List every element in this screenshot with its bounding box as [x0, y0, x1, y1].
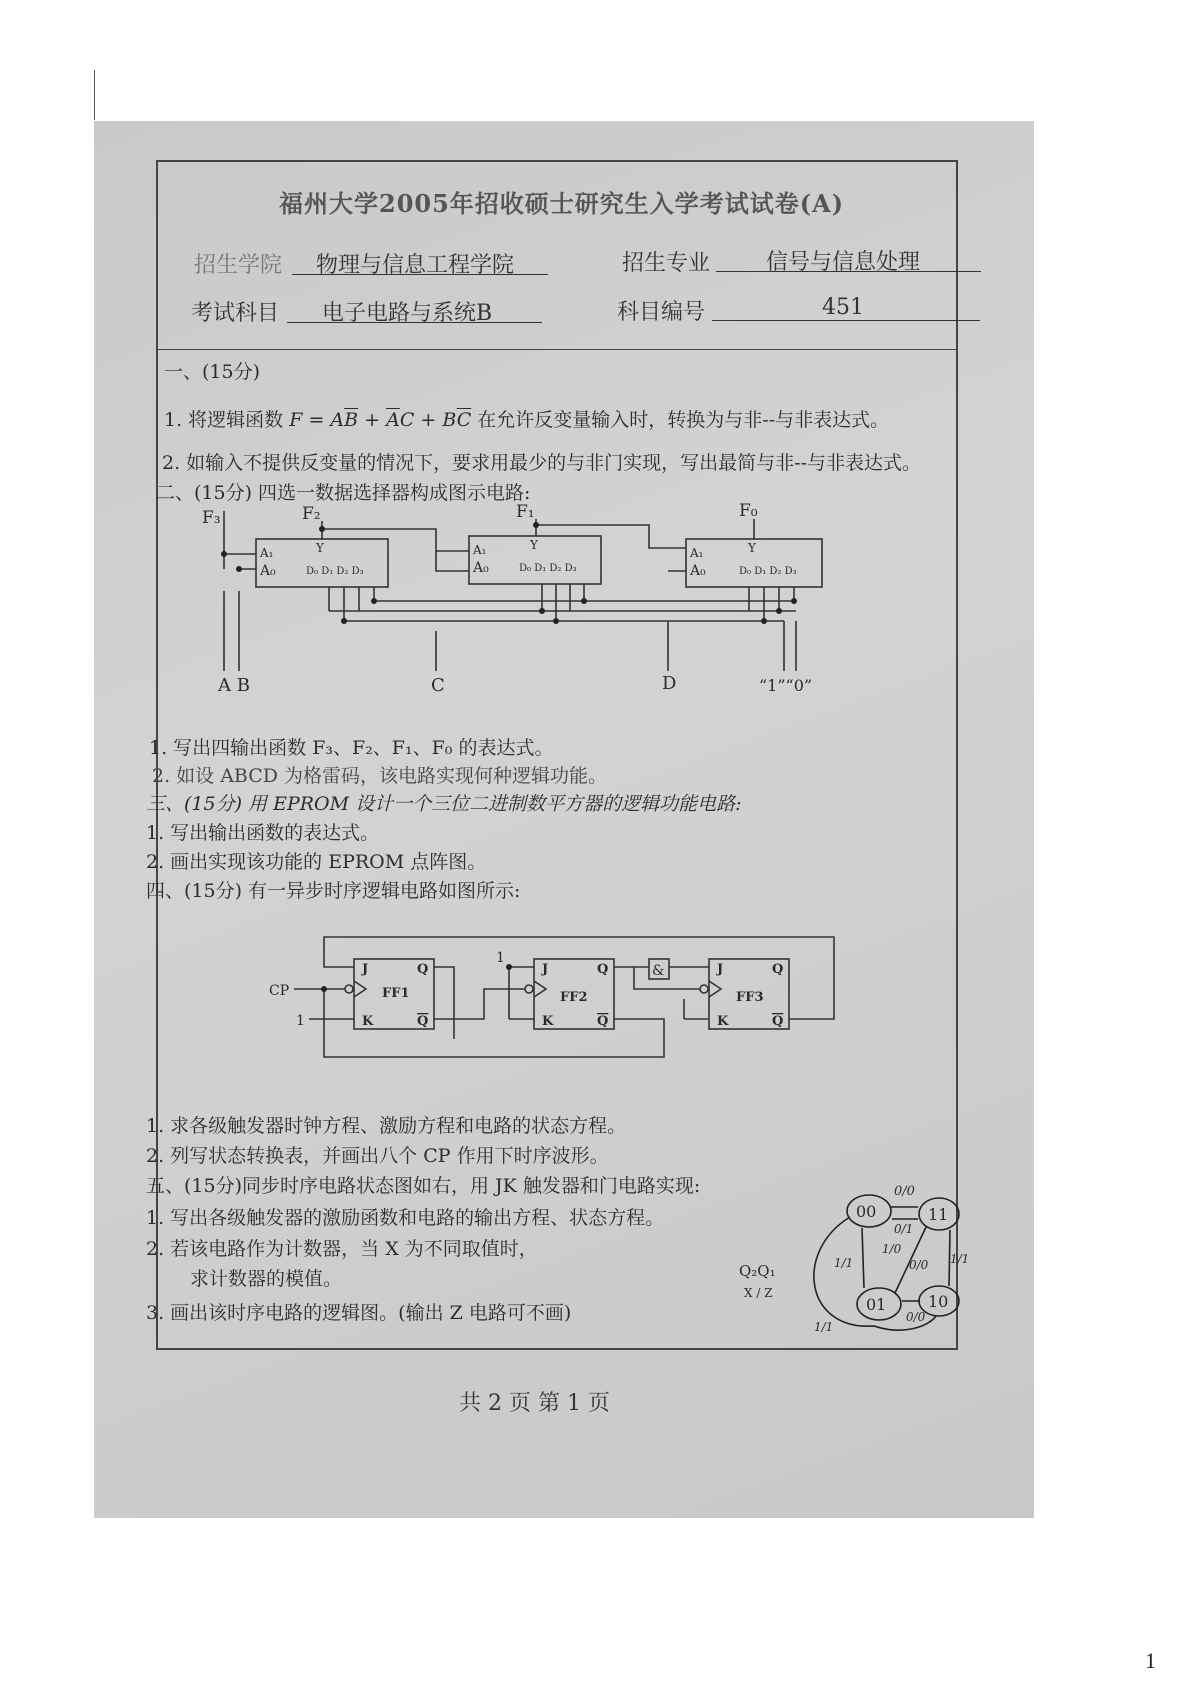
mux3-d: D₀ D₁ D₂ D₃	[739, 566, 797, 577]
mux1-a1: A₁	[260, 546, 274, 560]
major-value: 信号与信息处理	[766, 250, 921, 275]
college-label: 招生学院	[194, 253, 283, 278]
ff2-q: Q	[597, 962, 609, 977]
q3-item1: 1. 写出输出函数的表达式。	[146, 822, 380, 844]
page-number: 1	[1145, 1648, 1156, 1673]
q4-heading: 四、(15分) 有一异步时序逻辑电路如图所示:	[146, 880, 521, 902]
label-q2q1: Q₂Q₁	[739, 1262, 776, 1280]
mux-circuit-diagram	[194, 501, 874, 701]
ff3-name: FF3	[736, 990, 764, 1005]
mux3-y: Y	[748, 541, 756, 555]
ff3-j: J	[717, 962, 724, 977]
q1-item1-suffix: 在允许反变量输入时，转换为与非--与非表达式。	[477, 409, 890, 431]
ff3-q: Q	[772, 962, 784, 977]
q2-heading: 二、(15分) 四选一数据选择器构成图示电路:	[156, 482, 531, 504]
label-f1: F₁	[516, 502, 535, 522]
ff3-qbar: Q	[772, 1014, 784, 1029]
mux2-d: D₀ D₁ D₂ D₃	[519, 563, 577, 574]
ff2-name: FF2	[560, 990, 588, 1005]
edge-label-01-11: 1/0	[882, 1242, 902, 1256]
q1-item1-prefix: 1. 将逻辑函数	[164, 409, 284, 431]
mux3-a0: A₀	[690, 563, 706, 579]
page-count-footer: 共 2 页 第 1 页	[459, 1391, 610, 1416]
edge-label-loop: 1/1	[814, 1320, 834, 1334]
q5-item2b: 求计数器的模值。	[190, 1268, 343, 1290]
major-underline	[716, 271, 981, 272]
mux1-d: D₀ D₁ D₂ D₃	[306, 566, 364, 577]
label-f2: F₂	[302, 504, 321, 524]
ff1-k: K	[362, 1014, 374, 1029]
ff2-j: J	[542, 962, 549, 977]
label-consts: “1”“0”	[759, 676, 813, 695]
college-underline	[292, 274, 548, 275]
mux3-a1: A₁	[690, 546, 704, 560]
ff1-j: J	[362, 962, 369, 977]
state-00: 00	[856, 1202, 877, 1221]
subject-label: 考试科目	[191, 301, 280, 326]
q3-heading: 三、(15分) 用 EPROM 设计一个三位二进制数平方器的逻辑功能电路:	[146, 793, 742, 815]
state-01: 01	[866, 1295, 887, 1314]
state-10: 10	[928, 1292, 949, 1311]
edge-label-10-01-b: 0/0	[906, 1310, 926, 1324]
label-one-ff2: 1	[496, 950, 505, 966]
edge-label-00-11: 0/0	[894, 1184, 915, 1199]
subject-value: 电子电路与系统B	[322, 301, 493, 326]
q1-formula: $F = A\overline{B} + \overline{A}C + B\overline{C}$	[289, 409, 472, 431]
q1-heading: 一、(15分)	[164, 361, 261, 383]
edge-label-10-01-a: 0/0	[909, 1258, 929, 1272]
subject-underline	[287, 322, 542, 323]
ff2-qbar: Q	[597, 1014, 609, 1029]
ff2-k: K	[542, 1014, 554, 1029]
exam-title: 福州大学2005年招收硕士研究生入学考试试卷(A)	[279, 189, 845, 218]
edge-label-11-00: 0/1	[894, 1222, 914, 1236]
q5-heading: 五、(15分)同步时序电路状态图如右，用 JK 触发器和门电路实现:	[146, 1175, 701, 1197]
scan-edge-line	[94, 70, 95, 120]
ff1-qbar: Q	[417, 1014, 429, 1029]
ff1-name: FF1	[382, 986, 410, 1001]
q1-item2: 2. 如输入不提供反变量的情况下，要求用最少的与非门实现，写出最简与非--与非表达式。	[162, 452, 922, 474]
label-and: &	[652, 963, 665, 979]
state-11: 11	[928, 1205, 949, 1224]
q4-item1: 1. 求各级触发器时钟方程、激励方程和电路的状态方程。	[146, 1115, 627, 1137]
exam-photo	[94, 121, 1034, 1518]
q4-item2: 2. 列写状态转换表，并画出八个 CP 作用下时序波形。	[146, 1145, 609, 1167]
label-xz: X / Z	[744, 1286, 773, 1300]
q5-item1: 1. 写出各级触发器的激励函数和电路的输出方程、状态方程。	[146, 1207, 665, 1229]
college-value: 物理与信息工程学院	[316, 253, 515, 278]
header-divider	[158, 349, 956, 350]
code-value: 451	[822, 295, 864, 320]
label-d: D	[662, 673, 677, 694]
code-underline	[712, 320, 980, 321]
label-one-ff1: 1	[296, 1013, 305, 1029]
ff3-k: K	[717, 1014, 729, 1029]
q5-item2: 2. 若该电路作为计数器，当 X 为不同取值时，	[146, 1238, 538, 1260]
q2-item2: 2. 如设 ABCD 为格雷码，该电路实现何种逻辑功能。	[152, 765, 608, 787]
mux1-a0: A₀	[260, 563, 276, 579]
state-diagram	[714, 1151, 970, 1341]
label-c: C	[431, 675, 445, 696]
mux2-y: Y	[530, 538, 538, 552]
mux2-a1: A₁	[473, 543, 487, 557]
label-ab: A B	[218, 675, 250, 696]
label-f0: F₀	[739, 501, 758, 521]
ff1-q: Q	[417, 962, 429, 977]
q2-item1: 1. 写出四输出函数 F₃、F₂、F₁、F₀ 的表达式。	[149, 737, 554, 759]
q3-item2: 2. 画出实现该功能的 EPROM 点阵图。	[146, 851, 487, 873]
edge-label-00-01: 1/1	[834, 1256, 854, 1270]
major-label: 招生专业	[622, 251, 711, 276]
code-label: 科目编号	[617, 300, 706, 325]
q5-item3: 3. 画出该时序电路的逻辑图。(输出 Z 电路可不画)	[146, 1302, 572, 1324]
label-f3: F₃	[202, 508, 221, 528]
mux2-a0: A₀	[473, 560, 489, 576]
q1-item1	[164, 405, 889, 432]
flipflop-circuit-diagram	[254, 929, 854, 1089]
mux1-y: Y	[316, 541, 324, 555]
label-cp: CP	[269, 983, 290, 999]
edge-label-11-10: 1/1	[950, 1252, 970, 1266]
